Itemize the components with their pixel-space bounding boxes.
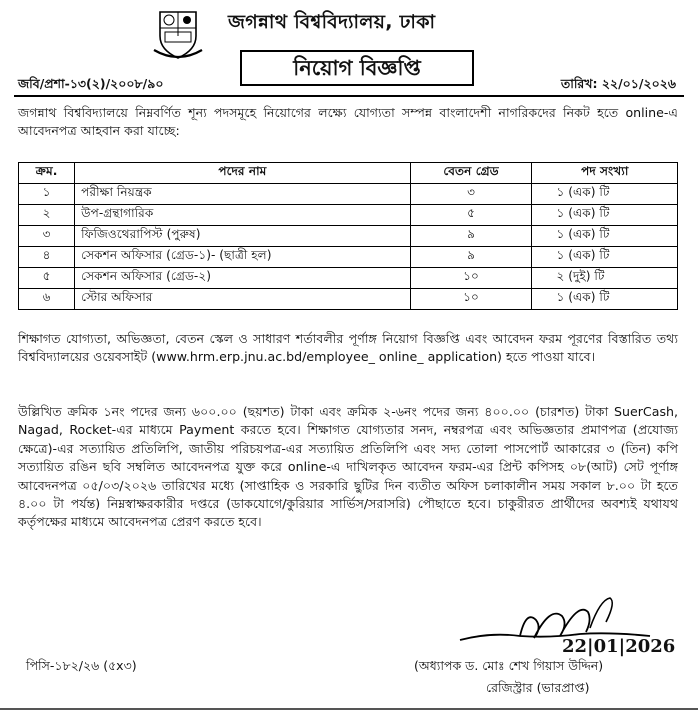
row-count: ১ (এক) টি [532, 184, 678, 205]
row-grade: ৯ [410, 247, 532, 268]
row-serial: ২ [19, 205, 75, 226]
row-grade: ১০ [410, 289, 532, 310]
reference-number: জবি/প্রশা-১৩(২)/২০০৮/৯০ [18, 76, 164, 91]
table-row [19, 247, 678, 268]
row-post-name: সেকশন অফিসার (গ্রেড-২) [75, 268, 410, 289]
row-serial: ১ [19, 184, 75, 205]
pc-code: পিসি-১৮২/২৬ (৫x৩) [26, 658, 137, 673]
row-count: ১ (এক) টি [532, 289, 678, 310]
intro-paragraph: জগন্নাথ বিশ্ববিদ্যালয়ে নিম্নবর্ণিত শূন্য পদসমূহে নিয়োগের লক্ষ্যে যোগ্যতা সম্পন্ন বাংলাদেশী নাগরিকদের নিকট হতে online-এ আবেদনপত্র আহবান করা যাচ্ছে: [18, 105, 678, 139]
row-count: ১ (এক) টি [532, 247, 678, 268]
notice-title: নিয়োগ বিজ্ঞপ্তি [240, 50, 474, 86]
col-post-count: পদ সংখ্যা [532, 163, 678, 184]
row-post-name: ফিজিওথেরাপিস্ট (পুরুষ) [75, 226, 410, 247]
signature-date: 22|01|2026 [562, 636, 676, 657]
table-row [19, 268, 678, 289]
table-header-row [19, 163, 678, 184]
table-row [19, 205, 678, 226]
row-post-name: সেকশন অফিসার (গ্রেড-১)- (ছাত্রী হল) [75, 247, 410, 268]
university-logo-icon [150, 6, 206, 62]
signatory-title: রেজিস্ট্রার (ভারপ্রাপ্ত) [486, 680, 590, 695]
row-count: ১ (এক) টি [532, 226, 678, 247]
table-row [19, 289, 678, 310]
col-serial: ক্রম. [19, 163, 75, 184]
row-post-name: উপ-গ্রন্থাগারিক [75, 205, 410, 226]
row-post-name: পরীক্ষা নিয়ন্ত্রক [75, 184, 410, 205]
row-serial: ৪ [19, 247, 75, 268]
row-grade: ৩ [410, 184, 532, 205]
table-row [19, 184, 678, 205]
row-grade: ১০ [410, 268, 532, 289]
row-grade: ৫ [410, 205, 532, 226]
vacancy-table [18, 162, 678, 310]
row-grade: ৯ [410, 226, 532, 247]
col-pay-grade: বেতন গ্রেড [410, 163, 532, 184]
row-count: ১ (এক) টি [532, 205, 678, 226]
row-post-name: স্টোর অফিসার [75, 289, 410, 310]
row-serial: ৩ [19, 226, 75, 247]
notice-date: তারিখ: ২২/০১/২০২৬ [560, 76, 676, 91]
university-name: জগন্নাথ বিশ্ববিদ্যালয়, ঢাকা [228, 11, 436, 33]
payment-paragraph: উল্লিখিত ক্রমিক ১নং পদের জন্য ৬০০.০০ (ছয়শত) টাকা এবং ক্রমিক ২-৬নং পদের জন্য ৪০০.০০ (চারশত) টাকা SuerCash, Nagad, Rocket-এর মাধ্যমে Payment করতে হবে। শিক্ষাগত যোগ্যতার সনদ, নম্বরপত্র এবং অভিজ্ঞতার প্রমাণপত্র (প্রযোজ্য ক্ষেত্রে)-এর সত্যায়িত প্রতিলিপি, জাতীয় পরিচয়পত্র-এর সত্যায়িত প্রতিলিপি এবং সদ্য তোলা পাসপোর্ট আকারের ৩ (তিন) কপি সত্যায়িত রঙিন ছবি সম্বলিত আবেদনপত্র যুক্ত করে online-এ দাখিলকৃত আবেদন ফরম-এর প্রিন্ট কপিসহ ০৮(আট) সেট পূর্ণাঙ্গ আবেদনপত্র ০৫/০৩/২০২৬ তারিখের মধ্যে (সাপ্তাহিক ও সরকারি ছুটির দিন ব্যতীত অফিস চলাকালীন সময় সকাল ৮.০০ টা হতে ৪.০০ টা পর্যন্ত) নিম্নস্বাক্ষরকারীর দপ্তরে (ডাকযোগে/কুরিয়ার সার্ভিস/সরাসরি) পৌছাতে হবে। চাকুরীরত প্রার্থীদের অবশ্যই যথাযথ কর্তৃপক্ষের মাধ্যমে আবেদনপত্র প্রেরণ করতে হবে। [18, 404, 678, 530]
signatory-name: (অধ্যাপক ড. মোঃ শেখ গিয়াস উদ্দিন) [414, 658, 604, 673]
bottom-divider [0, 708, 698, 710]
row-serial: ৫ [19, 268, 75, 289]
row-count: ২ (দুই) টি [532, 268, 678, 289]
header-divider [14, 95, 684, 97]
row-serial: ৬ [19, 289, 75, 310]
details-paragraph: শিক্ষাগত যোগ্যতা, অভিজ্ঞতা, বেতন স্কেল ও সাধারণ শর্তাবলীর পূর্ণাঙ্গ নিয়োগ বিজ্ঞপ্তি এবং আবেদন ফরম পূরণের বিস্তারিত তথ্য বিশ্ববিদ্যালয়ের ওয়েবসাইট (www.hrm.erp.jnu.ac.bd/employee_ online_ application) হতে পাওয়া যাবে। [18, 331, 678, 365]
col-post-name: পদের নাম [75, 163, 410, 184]
table-row [19, 226, 678, 247]
